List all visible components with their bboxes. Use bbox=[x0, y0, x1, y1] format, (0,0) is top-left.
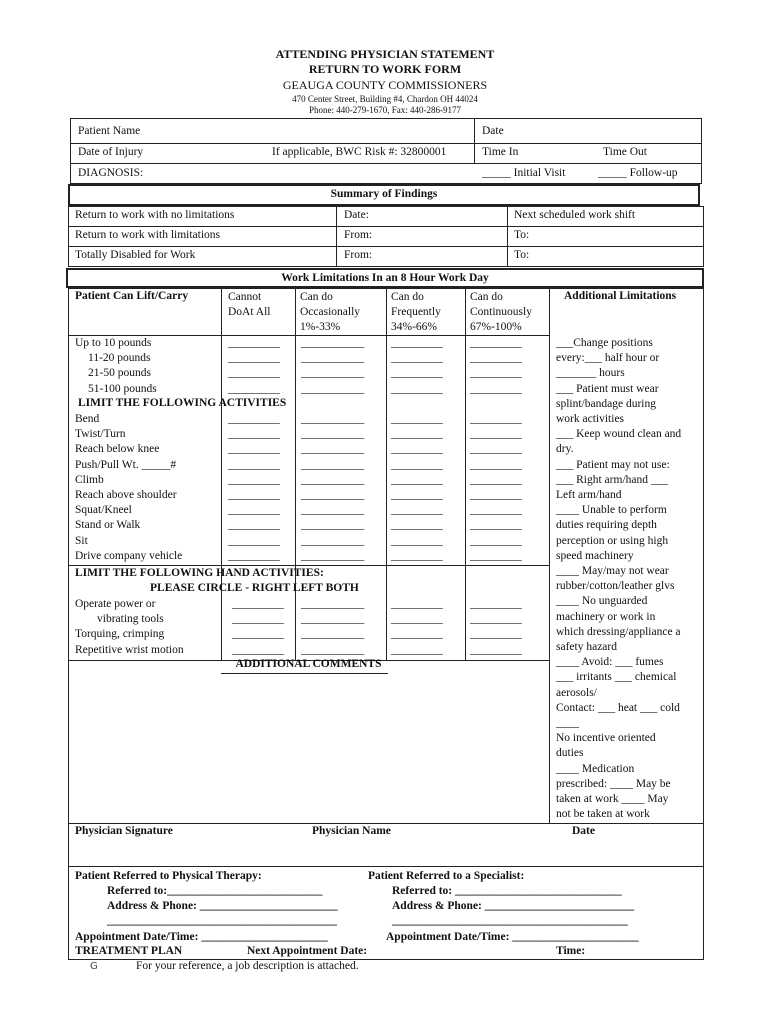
col-header-frequently: Can do Frequently 34%-66% bbox=[391, 291, 441, 334]
additional-comments-title: ADDITIONAL COMMENTS bbox=[235, 658, 382, 670]
lift-blank-column bbox=[228, 336, 280, 397]
physician-name-label: Physician Name bbox=[312, 825, 391, 837]
hand-limit-blank[interactable]: _________ bbox=[232, 598, 284, 610]
additional-limitation-line: every:___ half hour or bbox=[556, 352, 660, 365]
additional-limitation-line: Left arm/hand bbox=[556, 489, 622, 502]
summary-row-no-limits-date: Date: bbox=[344, 209, 369, 221]
activity-limit-blank[interactable]: _________ bbox=[228, 473, 280, 486]
specialist-address-field[interactable]: Address & Phone: __________________________ bbox=[392, 900, 635, 912]
activity-label: Climb bbox=[75, 473, 104, 486]
lift-limit-blank[interactable]: ___________ bbox=[301, 367, 365, 380]
date-of-injury-label: Date of Injury bbox=[78, 146, 144, 158]
activity-label: Reach above shoulder bbox=[75, 489, 177, 502]
activity-limit-blank[interactable]: _________ bbox=[228, 458, 280, 471]
additional-limitation-line: ___ Right arm/hand ___ bbox=[556, 473, 669, 486]
additional-limitation-line: ____ No unguarded bbox=[556, 595, 648, 608]
pt-referral-title: Patient Referred to Physical Therapy: bbox=[75, 870, 262, 882]
activity-limit-blank[interactable]: _________ bbox=[391, 458, 443, 471]
additional-comments-area[interactable] bbox=[72, 676, 546, 820]
lift-row-label: 11-20 pounds bbox=[88, 352, 151, 365]
col-header-occasionally: Can do Occasionally 1%-33% bbox=[300, 291, 361, 334]
activity-limit-blank[interactable]: _________ bbox=[391, 443, 443, 456]
hand-limit-blank[interactable]: _________ bbox=[232, 628, 284, 641]
hand-limit-blank[interactable]: ___________ bbox=[301, 628, 365, 641]
activity-label: Sit bbox=[75, 534, 88, 547]
diagnosis-label: DIAGNOSIS: bbox=[78, 167, 144, 179]
time-out-label: Time Out bbox=[603, 146, 647, 158]
hand-activity-label: vibrating tools bbox=[97, 613, 164, 626]
additional-limitation-line: aerosols/ bbox=[556, 686, 597, 699]
activity-label: Squat/Kneel bbox=[75, 504, 132, 517]
activity-limit-blank[interactable]: ___________ bbox=[301, 428, 365, 441]
lift-limit-blank[interactable]: _________ bbox=[391, 367, 443, 380]
hand-limit-blank[interactable]: _________ bbox=[232, 643, 284, 656]
activity-limit-blank[interactable]: _________ bbox=[470, 534, 522, 547]
additional-limitation-line: speed machinery bbox=[556, 549, 634, 562]
additional-limitation-line: ___Change positions bbox=[556, 337, 653, 349]
lift-limit-blank[interactable]: ___________ bbox=[301, 352, 365, 365]
lift-limit-blank[interactable]: _________ bbox=[470, 367, 522, 380]
lift-limit-blank[interactable]: ___________ bbox=[301, 337, 365, 349]
lift-rows bbox=[75, 336, 157, 397]
additional-limitation-line: work activities bbox=[556, 413, 625, 426]
hand-activity-label: Repetitive wrist motion bbox=[75, 643, 184, 656]
additional-limitation-line: Contact: ___ heat ___ cold bbox=[556, 701, 680, 714]
activity-limit-blank[interactable]: _________ bbox=[391, 519, 443, 532]
activity-limit-blank[interactable]: ___________ bbox=[301, 504, 365, 517]
additional-limitation-line: ____ Medication bbox=[556, 762, 635, 775]
lift-blank-column bbox=[470, 336, 522, 397]
additional-limitation-line: ___ irritants ___ chemical bbox=[556, 671, 677, 684]
activity-limit-blank[interactable]: _________ bbox=[228, 519, 280, 532]
activity-limit-blank[interactable]: _________ bbox=[228, 428, 280, 441]
activity-limit-blank[interactable]: ___________ bbox=[301, 519, 365, 532]
activity-label: Push/Pull Wt. _____# bbox=[75, 458, 177, 471]
activity-limit-blank[interactable]: _________ bbox=[228, 489, 280, 502]
activity-limit-blank[interactable]: ___________ bbox=[301, 443, 365, 456]
summary-title: Summary of Findings bbox=[330, 188, 438, 200]
hand-blank-column bbox=[391, 597, 443, 658]
activity-limit-blank[interactable]: _________ bbox=[470, 489, 522, 502]
hand-limit-blank[interactable]: _________ bbox=[232, 613, 284, 626]
activity-blank-column bbox=[228, 412, 280, 564]
bwc-risk-label: If applicable, BWC Risk #: 32800001 bbox=[272, 146, 447, 158]
activity-limit-blank[interactable]: _________ bbox=[470, 413, 522, 425]
lift-limit-blank[interactable]: _________ bbox=[391, 382, 443, 395]
hand-limit-blank[interactable]: _________ bbox=[470, 628, 522, 641]
additional-limitation-line: ___ Patient may not use: bbox=[556, 458, 670, 471]
lift-limit-blank[interactable]: _________ bbox=[470, 352, 522, 365]
activity-limit-blank[interactable]: _________ bbox=[391, 504, 443, 517]
additional-limitation-line: not be taken at work bbox=[556, 808, 650, 821]
summary-row-disabled-from: From: bbox=[344, 249, 373, 261]
activity-limit-blank[interactable]: _________ bbox=[391, 549, 443, 562]
summary-row-no-limits: Return to work with no limitations bbox=[75, 209, 235, 221]
hand-activities-title: LIMIT THE FOLLOWING HAND ACTIVITIES: bbox=[75, 567, 324, 579]
additional-limitation-line: ____ bbox=[556, 717, 579, 730]
activity-limit-blank[interactable]: _________ bbox=[228, 549, 280, 562]
lift-row-label: Up to 10 pounds bbox=[75, 337, 152, 349]
activity-limit-blank[interactable]: _________ bbox=[391, 413, 443, 425]
activity-limit-blank[interactable]: ___________ bbox=[301, 473, 365, 486]
activity-label: Stand or Walk bbox=[75, 519, 141, 532]
next-appointment-label: Next Appointment Date: bbox=[247, 945, 368, 957]
hand-blank-column bbox=[470, 597, 522, 658]
activity-label: Twist/Turn bbox=[75, 428, 126, 441]
lift-limit-blank[interactable]: _________ bbox=[391, 337, 443, 349]
hand-activities-list bbox=[75, 597, 184, 658]
additional-limitations-list bbox=[556, 336, 681, 823]
additional-limitation-line: which dressing/appliance a bbox=[556, 625, 681, 638]
hand-limit-blank[interactable]: _________ bbox=[391, 598, 443, 610]
col-header-cannot: Cannot DoAt All bbox=[228, 291, 271, 319]
hand-limit-blank[interactable]: _________ bbox=[470, 598, 522, 610]
physician-signature-label: Physician Signature bbox=[75, 825, 173, 837]
pt-appointment-field[interactable]: Appointment Date/Time: ______________________ bbox=[75, 931, 328, 943]
activity-limit-blank[interactable]: _________ bbox=[391, 489, 443, 502]
follow-up-option[interactable]: _____ Follow-up bbox=[598, 167, 678, 179]
activity-limit-blank[interactable]: _________ bbox=[228, 504, 280, 517]
activity-label: Drive company vehicle bbox=[75, 549, 183, 562]
lift-limit-blank[interactable]: _________ bbox=[228, 352, 280, 365]
organization-name: GEAUGA COUNTY COMMISSIONERS bbox=[282, 78, 488, 92]
additional-limitation-line: perception or using high bbox=[556, 534, 669, 547]
additional-limitation-line: ___ Patient must wear bbox=[556, 382, 659, 395]
form-subtitle: RETURN TO WORK FORM bbox=[308, 62, 462, 76]
activity-limit-blank[interactable]: _________ bbox=[470, 519, 522, 532]
activity-limit-blank[interactable]: _________ bbox=[228, 534, 280, 547]
activity-blank-column bbox=[470, 412, 522, 564]
hand-limit-blank[interactable]: _________ bbox=[391, 643, 443, 656]
signature-field[interactable] bbox=[72, 840, 700, 864]
activity-limit-blank[interactable]: ___________ bbox=[301, 489, 365, 502]
hand-limit-blank[interactable]: _________ bbox=[470, 613, 522, 626]
col-header-additional: Additional Limitations bbox=[564, 290, 677, 302]
activity-limit-blank[interactable]: ___________ bbox=[301, 413, 365, 425]
col-header-continuously: Can do Continuously 67%-100% bbox=[470, 291, 532, 334]
activity-limit-blank[interactable]: _________ bbox=[470, 549, 522, 562]
activity-limit-blank[interactable]: _________ bbox=[470, 428, 522, 441]
hand-activity-label: Torquing, crimping bbox=[75, 628, 165, 641]
hand-limit-blank[interactable]: ___________ bbox=[301, 613, 365, 626]
specialist-appointment-field[interactable]: Appointment Date/Time: ______________________ bbox=[386, 931, 639, 943]
date-label: Date bbox=[482, 125, 504, 137]
lift-row-label: 51-100 pounds bbox=[88, 382, 157, 395]
specialist-referred-to-field[interactable]: Referred to: _____________________________ bbox=[392, 885, 622, 897]
lift-limit-blank[interactable]: _________ bbox=[391, 352, 443, 365]
hand-limit-blank[interactable]: ___________ bbox=[301, 643, 365, 656]
activity-limit-blank[interactable]: _________ bbox=[470, 443, 522, 456]
job-description-checkbox-icon[interactable]: G bbox=[90, 961, 98, 972]
hand-limit-blank[interactable]: _________ bbox=[470, 643, 522, 656]
additional-limitation-line: splint/bandage during bbox=[556, 397, 656, 410]
activity-limit-blank[interactable]: _________ bbox=[470, 473, 522, 486]
activity-limit-blank[interactable]: ___________ bbox=[301, 549, 365, 562]
additional-limitation-line: taken at work ____ May bbox=[556, 793, 669, 806]
signature-date-label: Date bbox=[572, 825, 595, 837]
additional-limitation-line: safety hazard bbox=[556, 641, 617, 654]
treatment-plan-label: TREATMENT PLAN bbox=[75, 945, 183, 957]
summary-row-with-limits: Return to work with limitations bbox=[75, 229, 221, 241]
lift-limit-blank[interactable]: _________ bbox=[228, 367, 280, 380]
activity-blank-column bbox=[301, 412, 364, 564]
summary-row-with-limits-to: To: bbox=[514, 229, 530, 241]
summary-row-disabled-to: To: bbox=[514, 249, 530, 261]
additional-limitation-line: dry. bbox=[556, 443, 574, 456]
lift-limit-blank[interactable]: _________ bbox=[228, 337, 280, 349]
additional-limitation-line: machinery or work in bbox=[556, 610, 656, 623]
summary-row-next-shift: Next scheduled work shift bbox=[514, 209, 636, 221]
activity-blank-column bbox=[391, 412, 443, 564]
activity-limit-blank[interactable]: _________ bbox=[228, 443, 280, 456]
lift-limit-blank[interactable]: _________ bbox=[228, 382, 280, 395]
summary-row-disabled: Totally Disabled for Work bbox=[75, 249, 196, 261]
lift-limit-blank[interactable]: ___________ bbox=[301, 382, 365, 395]
activity-limit-blank[interactable]: ___________ bbox=[301, 534, 365, 547]
additional-limitation-line: No incentive oriented bbox=[556, 732, 656, 745]
activity-limit-blank[interactable]: _________ bbox=[391, 473, 443, 486]
additional-limitation-line: duties bbox=[556, 747, 584, 760]
hand-limit-blank[interactable]: _________ bbox=[391, 613, 443, 626]
additional-limitation-line: rubber/cotton/leather glvs bbox=[556, 580, 675, 593]
job-description-note: For your reference, a job description is attached. bbox=[136, 960, 359, 972]
lift-limit-blank[interactable]: _________ bbox=[470, 337, 522, 349]
hand-limit-blank[interactable]: ___________ bbox=[301, 598, 365, 610]
pt-address-line-2[interactable]: ________________________________________ bbox=[107, 915, 337, 927]
pt-address-field[interactable]: Address & Phone: ________________________ bbox=[107, 900, 338, 912]
specialist-address-line-2[interactable]: _________________________________________ bbox=[392, 915, 628, 927]
activity-limit-blank[interactable]: _________ bbox=[391, 534, 443, 547]
hand-activity-label: Operate power or bbox=[75, 598, 156, 610]
additional-limitation-line: ____ Unable to perform bbox=[556, 504, 667, 517]
additional-limitation-line: ___ Keep wound clean and bbox=[556, 428, 682, 441]
col-header-patient: Patient Can Lift/Carry bbox=[75, 290, 189, 302]
time-in-label: Time In bbox=[482, 146, 519, 158]
hand-circle-instruction[interactable]: PLEASE CIRCLE - RIGHT LEFT BOTH bbox=[150, 582, 359, 594]
activity-label: Bend bbox=[75, 413, 100, 425]
specialist-referral-title: Patient Referred to a Specialist: bbox=[368, 870, 525, 882]
additional-limitation-line: ____ Avoid: ___ fumes bbox=[556, 656, 664, 669]
activity-limit-blank[interactable]: _________ bbox=[391, 428, 443, 441]
additional-limitation-line: _______ hours bbox=[556, 367, 625, 380]
patient-name-label: Patient Name bbox=[78, 125, 141, 137]
organization-address: 470 Center Street, Building #4, Chardon OH 44024 bbox=[292, 94, 478, 104]
additional-limitation-line: duties requiring depth bbox=[556, 519, 657, 532]
summary-row-with-limits-from: From: bbox=[344, 229, 373, 241]
activity-limit-blank[interactable]: ___________ bbox=[301, 458, 365, 471]
hand-blank-column bbox=[301, 597, 364, 658]
activities-title: LIMIT THE FOLLOWING ACTIVITIES bbox=[78, 397, 287, 409]
hand-blank-column bbox=[232, 597, 284, 658]
organization-phone: Phone: 440-279-1670, Fax: 440-286-9177 bbox=[309, 105, 461, 115]
lift-blank-column bbox=[391, 336, 443, 397]
lift-row-label: 21-50 pounds bbox=[88, 367, 151, 380]
next-appointment-time-label: Time: bbox=[556, 945, 586, 957]
form-title: ATTENDING PHYSICIAN STATEMENT bbox=[275, 47, 495, 61]
additional-limitation-line: ____ May/may not wear bbox=[556, 565, 669, 578]
activity-limit-blank[interactable]: _________ bbox=[470, 458, 522, 471]
initial-visit-option[interactable]: _____ Initial Visit bbox=[482, 167, 566, 179]
lift-limit-blank[interactable]: _________ bbox=[470, 382, 522, 395]
additional-limitation-line: prescribed: ____ May be bbox=[556, 777, 671, 790]
lift-blank-column bbox=[301, 336, 364, 397]
hand-limit-blank[interactable]: _________ bbox=[391, 628, 443, 641]
activities-list bbox=[75, 412, 182, 564]
activity-limit-blank[interactable]: _________ bbox=[228, 413, 280, 425]
limitations-title: Work Limitations In an 8 Hour Work Day bbox=[281, 272, 489, 284]
activity-label: Reach below knee bbox=[75, 443, 160, 456]
pt-referred-to-field[interactable]: Referred to:___________________________ bbox=[107, 885, 323, 897]
activity-limit-blank[interactable]: _________ bbox=[470, 504, 522, 517]
